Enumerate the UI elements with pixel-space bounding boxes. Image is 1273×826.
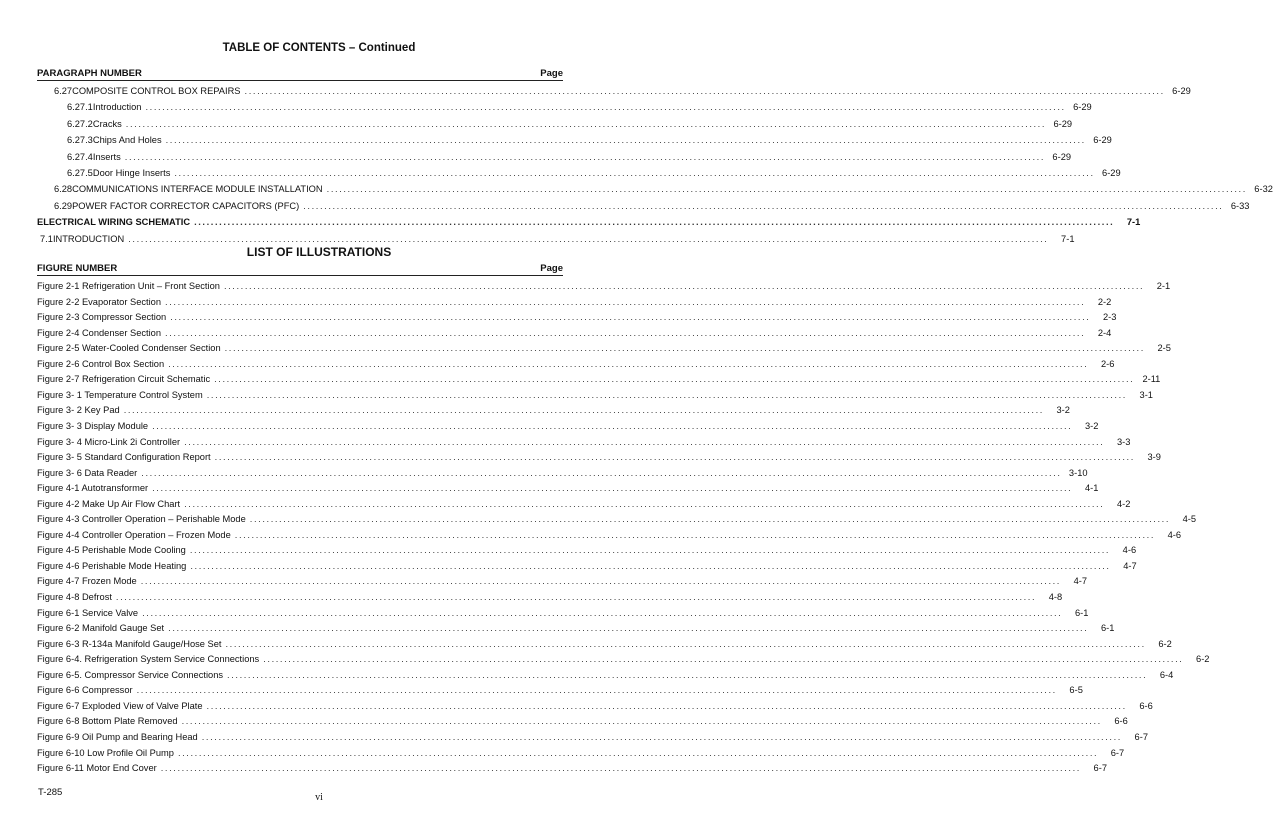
- figure-title: Figure 6-4. Refrigeration System Service Connections: [37, 654, 260, 665]
- figure-leader: ............................................................................................................................................................................................................................: [140, 576, 1061, 587]
- figure-leader: ............................................................................................................................................................................................................................: [168, 623, 1089, 634]
- figure-title: Figure 4-8 Defrost: [37, 592, 112, 602]
- figure-title: Figure 6-10 Low Profile Oil Pump: [37, 747, 174, 758]
- figure-row[interactable]: [37, 326, 1112, 341]
- figure-page: 6-2: [1158, 638, 1172, 649]
- toc-row[interactable]: [67, 117, 1073, 132]
- figure-leader: ............................................................................................................................................................................................................................: [184, 498, 1105, 509]
- toc-title: Chips And Holes: [92, 135, 162, 146]
- toc-row[interactable]: [54, 182, 1273, 197]
- figure-row[interactable]: [37, 559, 1137, 574]
- figure-row[interactable]: [37, 450, 1161, 465]
- figure-page: 4-6: [1122, 545, 1137, 556]
- figure-row[interactable]: [37, 574, 1087, 589]
- figure-row[interactable]: [37, 419, 1099, 434]
- figure-row[interactable]: [37, 435, 1131, 450]
- figure-row[interactable]: [37, 699, 1153, 714]
- figure-page: 3-3: [1116, 436, 1131, 447]
- figure-row[interactable]: [37, 621, 1115, 636]
- figure-leader: ............................................................................................................................................................................................................................: [184, 436, 1105, 447]
- figure-row[interactable]: [37, 683, 1083, 698]
- toc-leader: ............................................................................................................................................................................................................................: [128, 233, 1049, 244]
- toc-title: Cracks: [92, 118, 122, 129]
- figure-title: Figure 2-6 Control Box Section: [37, 358, 165, 369]
- figure-leader: ............................................................................................................................................................................................................................: [160, 763, 1081, 774]
- toc-number: 6.29: [54, 200, 73, 211]
- toc-page: 6-29: [1093, 135, 1112, 146]
- paragraph-number-header: PARAGRAPH NUMBER: [37, 68, 142, 79]
- figure-leader: ............................................................................................................................................................................................................................: [165, 327, 1086, 338]
- figure-row[interactable]: [37, 372, 1161, 387]
- figure-row[interactable]: [37, 310, 1117, 325]
- figure-title: Figure 2-1 Refrigeration Unit – Front Section: [37, 281, 220, 291]
- toc-row[interactable]: [37, 215, 1141, 230]
- figure-page: 6-1: [1100, 623, 1115, 634]
- figure-leader: ............................................................................................................................................................................................................................: [168, 358, 1089, 369]
- toc-row[interactable]: [67, 100, 1092, 115]
- figure-title: Figure 6-7 Exploded View of Valve Plate: [37, 700, 203, 711]
- toc-leader: ............................................................................................................................................................................................................................: [303, 200, 1224, 211]
- toc-number: 6.27.5: [67, 168, 93, 178]
- figure-page: 6-7: [1134, 731, 1148, 742]
- figure-page: 3-1: [1139, 389, 1153, 400]
- toc-page: 6-33: [1230, 200, 1250, 211]
- toc-page: 6-32: [1254, 184, 1273, 195]
- figure-row[interactable]: [37, 652, 1210, 667]
- figure-leader: ............................................................................................................................................................................................................................: [249, 514, 1171, 525]
- toc-row[interactable]: [54, 84, 1191, 99]
- figure-number-header: FIGURE NUMBER: [37, 263, 118, 274]
- illustrations-title: LIST OF ILLUSTRATIONS: [246, 245, 392, 259]
- figure-leader: ............................................................................................................................................................................................................................: [190, 560, 1111, 571]
- figure-title: Figure 3- 2 Key Pad: [37, 405, 120, 416]
- figure-title: Figure 3- 6 Data Reader: [37, 467, 138, 478]
- figure-row[interactable]: [37, 668, 1174, 683]
- figure-row[interactable]: [37, 606, 1089, 621]
- figure-leader: ............................................................................................................................................................................................................................: [206, 700, 1127, 711]
- figure-row[interactable]: [37, 730, 1148, 745]
- figure-leader: ............................................................................................................................................................................................................................: [152, 483, 1073, 494]
- figure-title: Figure 3- 4 Micro-Link 2i Controller: [37, 436, 181, 447]
- figure-leader: ............................................................................................................................................................................................................................: [225, 638, 1146, 649]
- figure-row[interactable]: [37, 528, 1182, 543]
- toc-leader: ............................................................................................................................................................................................................................: [124, 151, 1046, 162]
- figure-page: 2-4: [1097, 327, 1112, 338]
- figure-page: 2-1: [1156, 281, 1171, 291]
- figure-page: 2-5: [1157, 343, 1171, 354]
- toc-number: 7.1: [40, 233, 53, 244]
- figure-leader: ............................................................................................................................................................................................................................: [142, 607, 1063, 618]
- figure-row[interactable]: [37, 512, 1197, 527]
- toc-row[interactable]: [67, 133, 1112, 148]
- figure-title: Figure 6-1 Service Valve: [37, 607, 139, 618]
- figure-row[interactable]: [37, 466, 1088, 481]
- figure-page: 4-6: [1167, 529, 1182, 540]
- figure-row[interactable]: [37, 341, 1171, 356]
- toc-leader: ............................................................................................................................................................................................................................: [165, 135, 1086, 146]
- figure-leader: ............................................................................................................................................................................................................................: [201, 731, 1122, 742]
- page-header: Page: [540, 68, 563, 79]
- figure-page: 6-7: [1110, 747, 1125, 758]
- figure-row[interactable]: [37, 295, 1112, 310]
- figure-leader: ............................................................................................................................................................................................................................: [234, 529, 1156, 540]
- figure-title: Figure 6-9 Oil Pump and Bearing Head: [37, 731, 198, 742]
- figure-page: 3-10: [1068, 467, 1088, 478]
- figure-page: 4-5: [1182, 514, 1197, 525]
- figure-leader: ............................................................................................................................................................................................................................: [170, 312, 1091, 323]
- toc-title: Door Hinge Inserts: [92, 168, 171, 178]
- figure-title: Figure 4-1 Autotransformer: [37, 483, 149, 494]
- figure-title: Figure 6-3 R-134a Manifold Gauge/Hose Set: [37, 638, 222, 649]
- toc-leader: ............................................................................................................................................................................................................................: [125, 118, 1047, 129]
- toc-title: TABLE OF CONTENTS – Continued: [222, 42, 416, 54]
- figure-page: 6-6: [1114, 716, 1128, 727]
- figure-row[interactable]: [37, 761, 1107, 776]
- figure-title: Figure 3- 5 Standard Configuration Report: [37, 452, 211, 463]
- figure-title: Figure 4-2 Make Up Air Flow Chart: [37, 498, 181, 509]
- document-number: T-285: [38, 787, 63, 798]
- figure-title: Figure 4-3 Controller Operation – Perishable Mode: [37, 514, 246, 525]
- figure-title: Figure 2-2 Evaporator Section: [37, 296, 162, 307]
- figure-row[interactable]: [37, 279, 1171, 294]
- toc-title: ELECTRICAL WIRING SCHEMATIC: [37, 217, 191, 228]
- toc-header: [37, 67, 563, 81]
- toc-page: 6-29: [1053, 118, 1073, 129]
- figure-leader: ............................................................................................................................................................................................................................: [177, 747, 1099, 758]
- toc-page: 6-29: [1102, 168, 1121, 178]
- figure-page: 6-1: [1074, 607, 1089, 618]
- toc-row[interactable]: [67, 166, 1121, 181]
- figure-leader: ............................................................................................................................................................................................................................: [115, 592, 1037, 602]
- figure-title: Figure 3- 3 Display Module: [37, 420, 149, 431]
- toc-number: 6.27.3: [67, 135, 93, 146]
- toc-number: 6.27: [54, 86, 73, 96]
- figure-title: Figure 3- 1 Temperature Control System: [37, 389, 203, 400]
- figure-leader: ............................................................................................................................................................................................................................: [165, 296, 1086, 307]
- figure-page: 3-2: [1056, 405, 1070, 416]
- toc-title: POWER FACTOR CORRECTOR CAPACITORS (PFC): [72, 200, 300, 211]
- figure-page: 4-7: [1073, 576, 1087, 587]
- figure-leader: ............................................................................................................................................................................................................................: [206, 389, 1127, 400]
- toc-page: 6-29: [1052, 151, 1072, 162]
- figure-leader: ............................................................................................................................................................................................................................: [189, 545, 1111, 556]
- figure-leader: ............................................................................................................................................................................................................................: [136, 685, 1057, 696]
- figure-page: 3-2: [1084, 420, 1099, 431]
- figure-page: 4-8: [1048, 592, 1063, 602]
- figures-header: [37, 262, 563, 276]
- toc-leader: ............................................................................................................................................................................................................................: [326, 184, 1247, 195]
- figure-page: 6-2: [1196, 654, 1210, 665]
- figure-page-header: Page: [540, 263, 563, 274]
- toc-page: 7-1: [1061, 233, 1075, 244]
- toc-title: Inserts: [92, 151, 121, 162]
- figure-title: Figure 6-2 Manifold Gauge Set: [37, 623, 165, 634]
- figure-row[interactable]: [37, 714, 1128, 729]
- page-number: vi: [315, 792, 323, 803]
- figure-title: Figure 6-6 Compressor: [37, 685, 133, 696]
- figure-page: 2-2: [1097, 296, 1112, 307]
- toc-number: 6.27.2: [67, 118, 93, 129]
- figure-title: Figure 4-6 Perishable Mode Heating: [37, 560, 187, 571]
- figure-leader: ............................................................................................................................................................................................................................: [224, 343, 1145, 354]
- toc-page: 6-29: [1073, 102, 1092, 113]
- figure-row[interactable]: [37, 543, 1137, 558]
- toc-leader: ............................................................................................................................................................................................................................: [194, 217, 1115, 228]
- figure-page: 3-9: [1147, 452, 1161, 463]
- figure-title: Figure 6-11 Motor End Cover: [37, 763, 157, 774]
- figure-title: Figure 4-5 Perishable Mode Cooling: [37, 545, 186, 556]
- figure-page: 4-7: [1123, 560, 1137, 571]
- figure-title: Figure 2-4 Condenser Section: [37, 327, 162, 338]
- toc-title: INTRODUCTION: [52, 233, 125, 244]
- figure-row[interactable]: [37, 746, 1125, 761]
- figure-row[interactable]: [37, 497, 1131, 512]
- figure-title: Figure 4-4 Controller Operation – Frozen Mode: [37, 529, 231, 540]
- figure-page: 2-11: [1142, 374, 1161, 385]
- figure-title: Figure 2-5 Water-Cooled Condenser Section: [37, 343, 221, 354]
- figure-row[interactable]: [37, 481, 1099, 496]
- figure-row[interactable]: [37, 388, 1153, 403]
- figure-row[interactable]: [37, 590, 1063, 605]
- toc-leader: ............................................................................................................................................................................................................................: [174, 168, 1095, 178]
- toc-number: 6.28: [54, 184, 73, 195]
- toc-row[interactable]: [67, 150, 1072, 165]
- toc-title: COMPOSITE CONTROL BOX REPAIRS: [72, 86, 241, 96]
- toc-title: COMMUNICATIONS INTERFACE MODULE INSTALLATION: [72, 184, 323, 195]
- figure-page: 6-4: [1159, 669, 1174, 680]
- figure-leader: ............................................................................................................................................................................................................................: [181, 716, 1102, 727]
- figure-leader: ............................................................................................................................................................................................................................: [214, 374, 1135, 385]
- toc-page: 6-29: [1172, 86, 1191, 96]
- figure-title: Figure 4-7 Frozen Mode: [37, 576, 137, 587]
- toc-number: 6.27.1: [67, 102, 93, 113]
- toc-leader: ............................................................................................................................................................................................................................: [244, 86, 1165, 96]
- figure-leader: ............................................................................................................................................................................................................................: [214, 452, 1135, 463]
- figure-title: Figure 6-8 Bottom Plate Removed: [37, 716, 178, 727]
- figure-leader: ............................................................................................................................................................................................................................: [152, 420, 1073, 431]
- figure-leader: ............................................................................................................................................................................................................................: [141, 467, 1062, 478]
- figure-page: 6-5: [1069, 685, 1083, 696]
- figure-title: Figure 2-3 Compressor Section: [37, 312, 167, 323]
- figure-row[interactable]: [37, 357, 1115, 372]
- figure-title: Figure 2-7 Refrigeration Circuit Schematic: [37, 374, 211, 385]
- figure-page: 6-6: [1139, 700, 1153, 711]
- figure-page: 4-1: [1084, 483, 1099, 494]
- figure-page: 6-7: [1093, 763, 1107, 774]
- figure-title: Figure 6-5. Compressor Service Connections: [37, 669, 224, 680]
- figure-page: 2-3: [1103, 312, 1117, 323]
- toc-leader: ............................................................................................................................................................................................................................: [145, 102, 1066, 113]
- figure-page: 4-2: [1116, 498, 1131, 509]
- figure-leader: ............................................................................................................................................................................................................................: [123, 405, 1044, 416]
- toc-number: 6.27.4: [67, 151, 93, 162]
- figure-leader: ............................................................................................................................................................................................................................: [227, 669, 1148, 680]
- toc-title: Introduction: [92, 102, 142, 113]
- figure-leader: ............................................................................................................................................................................................................................: [263, 654, 1184, 665]
- figure-row[interactable]: [37, 637, 1172, 652]
- figure-row[interactable]: [37, 403, 1070, 418]
- toc-page: 7-1: [1126, 217, 1141, 228]
- figure-leader: ............................................................................................................................................................................................................................: [223, 281, 1145, 291]
- figure-page: 2-6: [1100, 358, 1115, 369]
- toc-row[interactable]: [54, 199, 1250, 214]
